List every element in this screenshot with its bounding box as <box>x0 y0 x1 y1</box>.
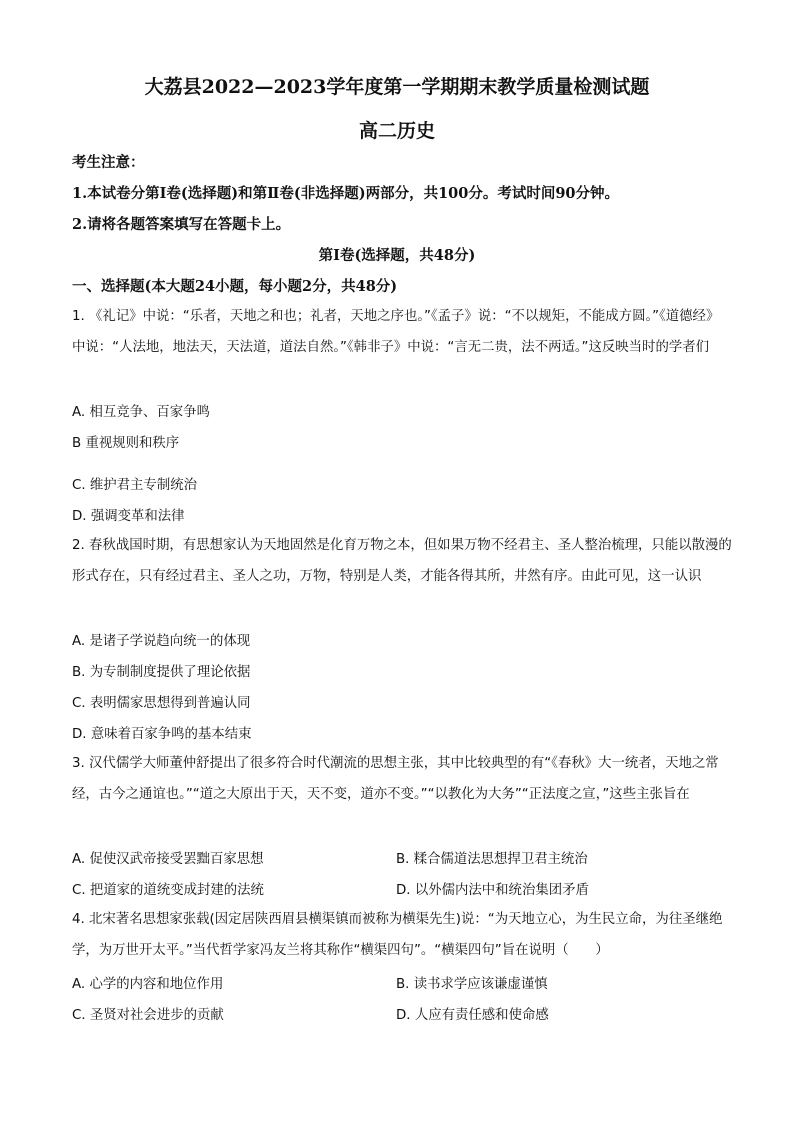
question-3-option-c[interactable]: C. 把道家的道统变成封建的法统 <box>72 883 264 898</box>
question-2-option-d[interactable]: D. 意味着百家争鸣的基本结束 <box>72 727 252 742</box>
question-3-option-b[interactable]: B. 糅合儒道法思想捍卫君主统治 <box>396 852 588 867</box>
notice-item-1: 1.本试卷分第Ⅰ卷(选择题)和第Ⅱ卷(非选择题)两部分，共100分。考试时间90分钟。 <box>72 185 620 202</box>
question-1-option-d[interactable]: D. 强调变革和法律 <box>72 509 185 524</box>
question-1-option-a[interactable]: A. 相互竞争、百家争鸣 <box>72 405 210 420</box>
question-3-stem: 3. 汉代儒学大师董仲舒提出了很多符合时代潮流的思想主张，其中比较典型的有“《春秋》大一统者，天地之常经，古今之通谊也。”“道之大原出于天，天不变，道亦不变。”“以教化为大务”“正法度之宣，”这些主张旨在 <box>72 756 719 802</box>
question-3-option-a[interactable]: A. 促使汉武帝接受罢黜百家思想 <box>72 852 264 867</box>
question-2-option-a[interactable]: A. 是诸子学说趋向统一的体现 <box>72 634 251 649</box>
notice-heading: 考生注意： <box>72 154 145 171</box>
question-4-stem: 4. 北宋著名思想家张载(因定居陕西眉县横渠镇而被称为横渠先生)说：“为天地立心，为生民立命，为往圣继绝学，为万世开太平。”当代哲学家冯友兰将其称作“横渠四句”。“横渠四句”旨在说明（ ） <box>72 912 723 958</box>
question-2-stem: 2. 春秋战国时期，有思想家认为天地固然是化育万物之本，但如果万物不经君主、圣人整治梳理，只能以散漫的形式存在，只有经过君主、圣人之功，万物，特别是人类，才能各得其所，井然有序。由此可见，这一认识 <box>72 538 732 584</box>
question-1-option-c[interactable]: C. 维护君主专制统治 <box>72 478 197 493</box>
question-4-option-c[interactable]: C. 圣贤对社会进步的贡献 <box>72 1008 224 1023</box>
question-4-option-b[interactable]: B. 读书求学应该谦虚谨慎 <box>396 977 548 992</box>
question-4-option-d[interactable]: D. 人应有责任感和使命感 <box>396 1008 549 1023</box>
question-2-option-c[interactable]: C. 表明儒家思想得到普遍认同 <box>72 696 251 711</box>
part-heading: 一、选择题(本大题24小题，每小题2分，共48分) <box>72 278 398 295</box>
question-1-option-b[interactable]: B 重视规则和秩序 <box>72 436 180 451</box>
question-1-stem: 1. 《礼记》中说：“乐者，天地之和也；礼者，天地之序也。”《孟子》说：“不以规矩，不能成方圆。”《道德经》中说：“人法地，地法天，天法道，道法自然。”《韩非子》中说：“言无二贵，法不两适。”这反映当时的学者们 <box>72 309 720 355</box>
question-2-option-b[interactable]: B. 为专制制度提供了理论依据 <box>72 665 251 680</box>
question-4-option-a[interactable]: A. 心学的内容和地位作用 <box>72 977 224 992</box>
question-3-option-d[interactable]: D. 以外儒内法中和统治集团矛盾 <box>396 883 589 898</box>
section-title: 第Ⅰ卷(选择题，共48分) <box>318 247 476 264</box>
notice-item-2: 2.请将各题答案填写在答题卡上。 <box>72 216 291 233</box>
exam-title: 大荔县2022—2023学年度第一学期期末教学质量检测试题 <box>144 76 650 98</box>
exam-subject: 高二历史 <box>358 120 435 142</box>
